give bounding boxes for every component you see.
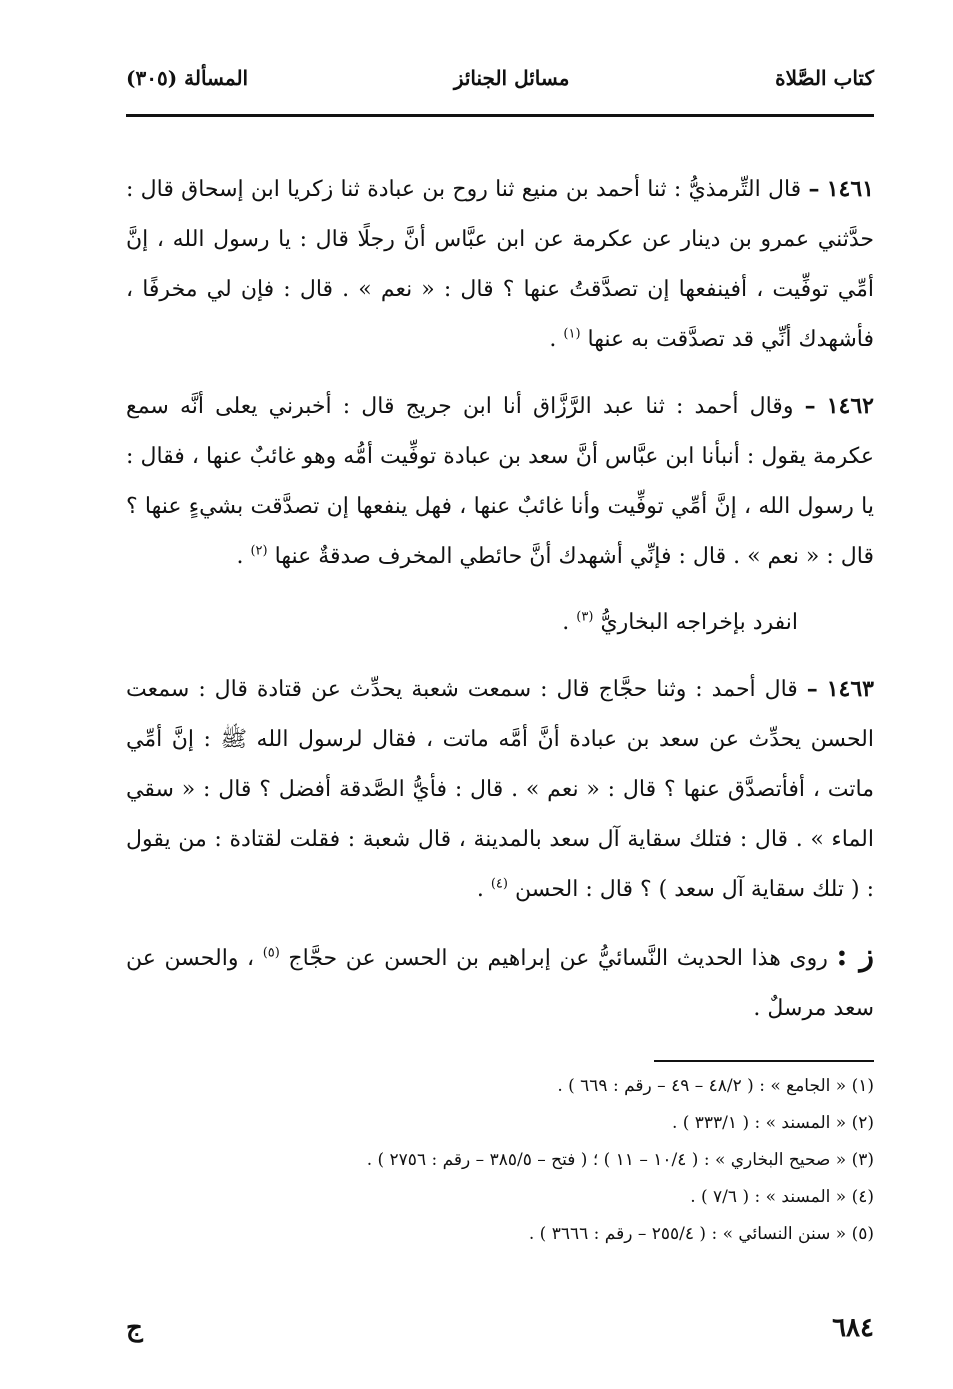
page-footer (126, 1308, 874, 1348)
number-dash: – (804, 393, 816, 419)
footnote-ref[interactable]: (٥) (262, 945, 280, 961)
issue-label: المسألة (٣٠٥) (126, 66, 249, 90)
header-divider (126, 114, 874, 117)
footnote-5: (٥) « سنن النسائي » : ( ٢٥٥/٤ – رقم : ٣٦٦٦ ) . (528, 1224, 874, 1244)
footnote-1: (١) « الجامع » : ( ٤٨/٢ – ٤٩ – رقم : ٦٦٩ ) . (557, 1076, 874, 1096)
footnote-2: (٢) « المسند » : ( ٣٣٣/١ ) . (671, 1113, 874, 1133)
footnote-4: (٤) « المسند » : ( ٧/٦ ) . (690, 1187, 874, 1207)
hadith-1462 (126, 381, 874, 582)
chapter-title: مسائل الجنائز (453, 66, 570, 90)
addition-text: روى هذا الحديث النَّسائيُّ عن إبراهيم بن الحسن عن حجَّاج (288, 946, 828, 971)
full-stop: . (236, 544, 244, 569)
footnote-ref[interactable]: (١) (563, 326, 581, 342)
addition-text-continued: ، والحسن عن سعد مرسلٌ (126, 946, 874, 1021)
footnote-divider (654, 1060, 874, 1062)
hadith-number: ١٤٦٢ (826, 393, 874, 419)
full-stop: . (476, 877, 484, 902)
main-text (126, 164, 874, 1050)
footnote-3: (٣) « صحيح البخاري » : ( ١٠/٤ – ١١ ) ؛ ( فتح – ٣٨٥/٥ – رقم : ٢٧٥٦ ) . (366, 1150, 874, 1170)
hadith-1461 (126, 164, 874, 365)
attribution-note (126, 598, 874, 648)
hadith-number: ١٤٦١ (826, 176, 874, 202)
page-number: ٦٨٤ (832, 1313, 874, 1343)
footnotes (126, 1068, 874, 1253)
hadith-text: وقال أحمد : ثنا عبد الرَّزَّاق أنا ابن جريج قال : أخبرني يعلى أنَّه سمع عكرمة يقول : أنبأنا ابن عبَّاس أنَّ سعد بن عبادة توفِّيت أمُّه وهو غائبٌ عنها ، فقال : يا رسول الله ، إنَّ أمِّي توفِّيت وأنا غائبٌ عنها ، فهل ينفعها إن تصدَّقت بشيءٍ عنها ؟ قال : « نعم » . قال : فإنِّي أشهدك أنَّ حائطي المخرف صدقةٌ عنها (126, 394, 874, 569)
footnote-ref[interactable]: (٤) (490, 876, 508, 892)
full-stop: . (753, 996, 761, 1021)
footnote-ref[interactable]: (٢) (250, 543, 268, 559)
number-dash: – (808, 176, 820, 202)
footnote-ref[interactable]: (٣) (576, 609, 594, 625)
signature-mark: ج (126, 1313, 143, 1343)
hadith-text: قال أحمد : وثنا حجَّاج قال : سمعت شعبة يحدِّث عن قتادة قال : سمعت الحسن يحدِّث عن سعد بن عبادة أنَّ أمَّه ماتت ، فقال لرسول الله ﷺ : إنَّ أمِّي ماتت ، أفأتصدَّق عنها ؟ قال : « نعم » . قال : فأيُّ الصَّدقة أفضل ؟ قال : « سقي الماء » . قال : فتلك سقاية آل سعد بالمدينة ، قال شعبة : فقلت لقتادة : من يقول : ( تلك سقاية آل سعد ) ؟ قال : الحسن (126, 677, 874, 902)
book-title: كتاب الصَّلاة (775, 66, 874, 90)
full-stop: . (549, 327, 557, 352)
addition-marker: ز : (836, 938, 874, 973)
hadith-1463 (126, 664, 874, 915)
hadith-text: قال التِّرمذيُّ : ثنا أحمد بن منيع ثنا روح بن عبادة ثنا زكريا ابن إسحاق قال : حدَّثني عمرو بن دينار عن عكرمة عن ابن عبَّاس أنَّ رجلًا قال : يا رسول الله ، إنَّ أمِّي توفِّيت ، أفينفعها إن تصدَّقتُ عنها ؟ قال : « نعم » . قال : فإن لي مخرفًا ، فأشهدك أنِّي قد تصدَّقت به عنها (126, 177, 874, 352)
full-stop: . (562, 610, 570, 635)
hadith-number: ١٤٦٣ (826, 676, 874, 702)
addition-note (126, 931, 874, 1034)
book-page (126, 60, 874, 1360)
attribution-text: انفرد بإخراجه البخاريُّ (600, 610, 798, 635)
number-dash: – (806, 676, 818, 702)
running-header (126, 60, 874, 96)
